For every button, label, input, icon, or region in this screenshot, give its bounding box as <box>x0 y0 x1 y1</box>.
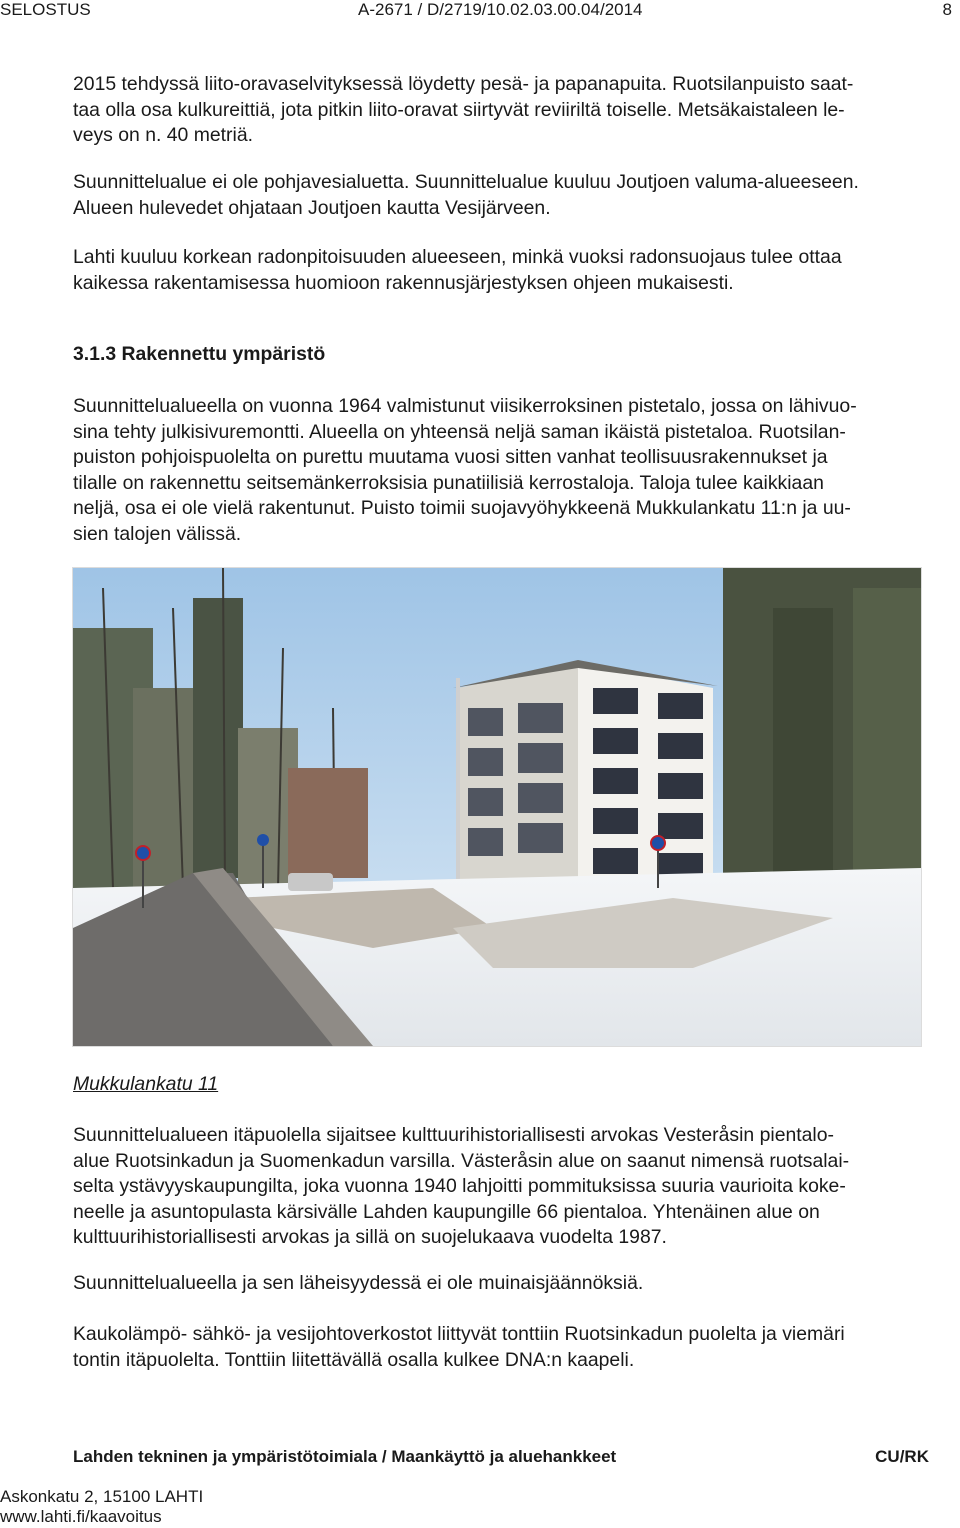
footer-website[interactable]: www.lahti.fi/kaavoitus <box>0 1507 162 1526</box>
caption-block <box>73 1072 933 1097</box>
text-block-radon <box>73 245 933 296</box>
paragraph-built-environment: Suunnittelualueella on vuonna 1964 valmistunut viisikerroksinen pistetalo, jossa on lähivuo- sina tehty julkisivuremontti. Alueella on yhteensä neljä saman ikäistä pistetaloa. Ruotsilan- puiston pohjoispuolelta on purettu muutama vuosi sitten vanhat teollisuusrakennukset ja tilalle on rakennettu seitsemänkerroksisia punatiilisiä kerrostaloja. Taloja tulee kaikkiaan neljä, osa ei ole vielä rakentunut. Puisto toimii suojavyöhykkeenä Mukkulankatu 11:n ja uu- sien talojen välissä. <box>73 395 857 545</box>
right-trees <box>723 568 921 878</box>
footer-initials: CU/RK <box>875 1447 929 1466</box>
paragraph-vesteras: Suunnittelualueen itäpuolella sijaitsee kulttuurihistoriallisesti arvokas Vesteråsin pientalo- alue Ruotsinkadun ja Suomenkadun varsilla. Västeråsin alue on saanut nimensä ruotsalai- selta ystävyyskaupungilta, joka vuonna 1940 lahjoitti pommituksissa suuria vaurioita koke- neelle ja asuntopulasta kärsivälle Lahden kaupungille 66 pientaloa. Yhtenäinen alue on kulttuurihistoriallisesti arvokas ja sillä on suojelukaava vuodelta 1987. <box>73 1124 850 1248</box>
page-number: 8 <box>942 0 952 19</box>
paragraph-radon: Lahti kuuluu korkean radonpitoisuuden alueeseen, minkä vuoksi radonsuojaus tulee ottaa kaikessa rakentamisessa huomioon rakennusjärjestyksen ohjeen mukaisesti. <box>73 246 842 294</box>
text-block-vesteras <box>73 1123 933 1251</box>
photo-caption: Mukkulankatu 11 <box>73 1073 219 1095</box>
document-type: SELOSTUS <box>0 0 91 19</box>
text-block-top <box>73 72 933 149</box>
footer-address: Askonkatu 2, 15100 LAHTI <box>0 1487 204 1506</box>
document-reference: A-2671 / D/2719/10.02.03.00.04/2014 <box>358 0 643 19</box>
section-heading: 3.1.3 Rakennettu ympäristö <box>73 343 326 365</box>
section-heading-block <box>73 342 933 367</box>
page-header <box>0 0 960 22</box>
paragraph-groundwater: Suunnittelualue ei ole pohjavesialuetta. Suunnittelualue kuuluu Joutjoen valuma-alueeseen. Alueen hulevedet ohjataan Joutjoen kautta Vesijärveen. <box>73 171 859 219</box>
paragraph-antiquities: Suunnittelualueella ja sen läheisyydessä ei ole muinaisjäännöksiä. <box>73 1272 644 1294</box>
footer-department: Lahden tekninen ja ympäristötoimiala / Maankäyttö ja aluehankkeet <box>73 1447 617 1466</box>
text-block-groundwater <box>73 170 933 221</box>
text-block-utilities <box>73 1322 933 1373</box>
paragraph-utilities: Kaukolämpö- sähkö- ja vesijohtoverkostot liittyvät tonttiin Ruotsinkadun puolelta ja viemäri tontin itäpuolelta. Tonttiin liitettävällä osalla kulkee DNA:n kaapeli. <box>73 1323 845 1371</box>
paragraph-flying-squirrel: 2015 tehdyssä liito-oravaselvityksessä löydetty pesä- ja papanapuita. Ruotsilanpuisto saat- taa olla osa kulkureittiä, jota pitkin liito-oravat siirtyvät reviiriltä toiselle. Metsäkaistaleen le- veys on n. 40 metriä. <box>73 73 854 146</box>
building-photo <box>72 567 922 1047</box>
text-block-built-environment <box>73 394 933 547</box>
footer-address-block <box>0 1487 203 1527</box>
apartment-building <box>453 660 718 898</box>
parked-car <box>288 873 333 891</box>
text-block-antiquities <box>73 1271 933 1297</box>
background-building <box>288 768 368 878</box>
footer-department-line <box>73 1447 933 1467</box>
